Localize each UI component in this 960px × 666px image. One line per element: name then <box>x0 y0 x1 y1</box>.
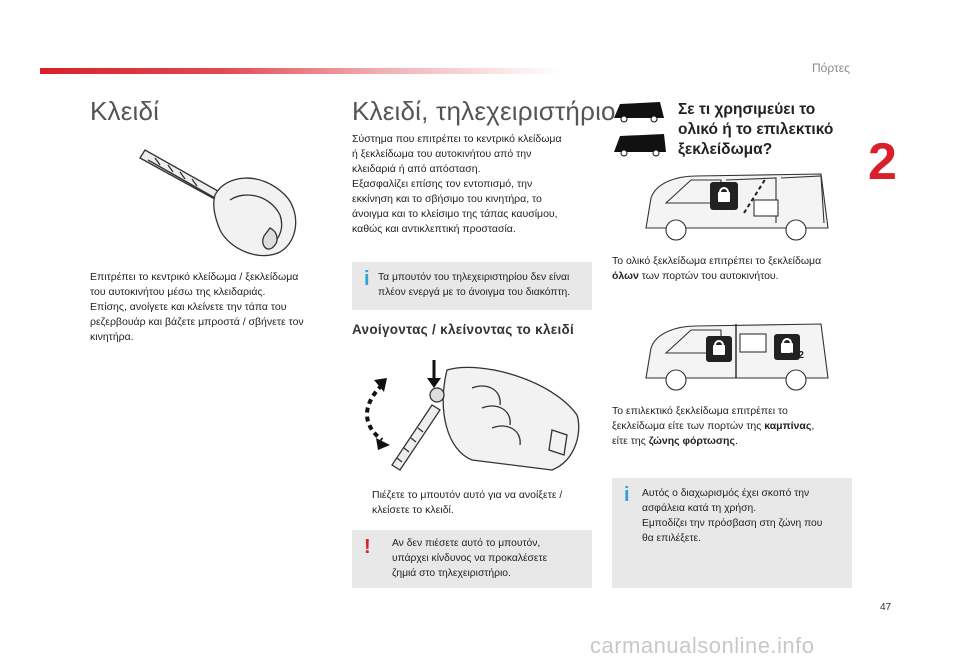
van-icons <box>612 98 668 158</box>
info-icon: i <box>624 484 630 506</box>
text-line: Αν δεν πιέσετε αυτό το μπουτόν, <box>392 538 541 549</box>
text-line <box>612 434 814 449</box>
van-total-unlock-illustration <box>636 168 836 248</box>
bold-text: όλων <box>612 270 639 282</box>
press-twice-label: x 2 <box>790 350 804 361</box>
info-note <box>352 262 592 310</box>
text-line: Εμποδίζει την πρόσβαση στη ζώνη που <box>642 518 823 529</box>
van-selective-unlock-illustration <box>636 318 836 398</box>
warning-icon: ! <box>364 536 371 558</box>
text-line: Το επιλεκτικό ξεκλείδωμα επιτρέπει το <box>612 405 788 417</box>
text-line: κλειδαριά ή από απόσταση. <box>352 163 481 175</box>
text-line: ή ξεκλείδωμα του αυτοκινήτου από την <box>352 148 532 160</box>
text-line: Αυτός ο διαχωρισμός έχει σκοπό την <box>642 488 810 499</box>
text-segment: των πορτών του αυτοκινήτου. <box>638 270 779 282</box>
folding-key-illustration <box>352 350 592 480</box>
header-accent-bar <box>40 68 560 74</box>
open-close-key-heading: Ανοίγοντας / κλείνοντας το κλειδί <box>352 322 575 337</box>
section-title: Πόρτες <box>812 61 850 75</box>
van-short-icon <box>614 102 664 118</box>
warning-note <box>352 530 592 588</box>
chapter-number: 2 <box>868 133 897 191</box>
bold-text: καμπίνας <box>764 420 812 432</box>
text-line: Επίσης, ανοίγετε και κλείνετε την τάπα του <box>90 301 287 313</box>
text-line: εκκίνηση και το σβήσιμο του κινητήρα, το <box>352 193 542 205</box>
key-illustration <box>130 140 310 270</box>
text-segment: . <box>734 435 738 447</box>
text-line: κλείσετε το κλειδί. <box>372 504 454 516</box>
text-line: θα επιλέξετε. <box>642 533 701 544</box>
text-line: ζημιά στο τηλεχειριστήριο. <box>392 568 511 579</box>
text-line: άνοιγμα και το κλείσιμο της τάπας καυσίμου, <box>352 208 558 220</box>
text-line: κινητήρα. <box>90 331 134 343</box>
text-segment: είτε της <box>612 435 649 447</box>
text-line <box>612 269 821 284</box>
total-unlock-description <box>612 254 821 284</box>
key-description <box>90 270 304 345</box>
text-line: υπάρχει κίνδυνος να προκαλέσετε <box>392 553 548 564</box>
text-line: Σύστημα που επιτρέπει το κεντρικό κλείδωμα <box>352 133 562 145</box>
info-note-separation <box>612 478 852 588</box>
watermark: carmanualsonline.info <box>590 633 815 658</box>
van-long-icon <box>614 134 666 152</box>
text-line <box>612 419 814 434</box>
text-line: Επιτρέπει το κεντρικό κλείδωμα / ξεκλείδωμα <box>90 271 299 283</box>
remote-key-title: Κλειδί, τηλεχειριστήριο <box>352 96 616 126</box>
text-line: Πιέζετε το μπουτόν αυτό για να ανοίξετε / <box>372 489 563 501</box>
remote-key-description <box>352 132 562 237</box>
text-segment: , <box>811 420 815 432</box>
text-segment: ξεκλείδωμα είτε των πορτών της <box>612 420 765 432</box>
text-line: Εξασφαλίζει επίσης τον εντοπισμό, την <box>352 178 533 190</box>
text-line: καθώς και αντικλεπτική προστασία. <box>352 223 516 235</box>
text-line: Το ολικό ξεκλείδωμα επιτρέπει το ξεκλείδωμα <box>612 255 822 267</box>
text-line: πλέον ενεργά με το άνοιγμα του διακόπτη. <box>378 287 571 298</box>
page-number: 47 <box>880 602 892 613</box>
title-line: ολικό ή το επιλεκτικό <box>678 121 834 138</box>
bold-text: ζώνης φόρτωσης <box>648 435 735 447</box>
text-line: ασφάλεια κατά τη χρήση. <box>642 503 757 514</box>
text-line: του αυτοκινήτου μέσω της κλειδαριάς. <box>90 286 266 298</box>
unlocking-question-title <box>678 100 833 160</box>
title-line: ξεκλείδωμα? <box>678 141 773 158</box>
info-icon: i <box>364 268 370 290</box>
text-line: ρεζερβουάρ και βάζετε μπροστά / σβήνετε τον <box>90 316 304 328</box>
selective-unlock-description <box>612 404 814 449</box>
title-line: Σε τι χρησιμεύει το <box>678 101 816 118</box>
text-line: Τα μπουτόν του τηλεχειριστηρίου δεν είναι <box>378 272 570 283</box>
key-title: Κλειδί <box>90 96 160 126</box>
